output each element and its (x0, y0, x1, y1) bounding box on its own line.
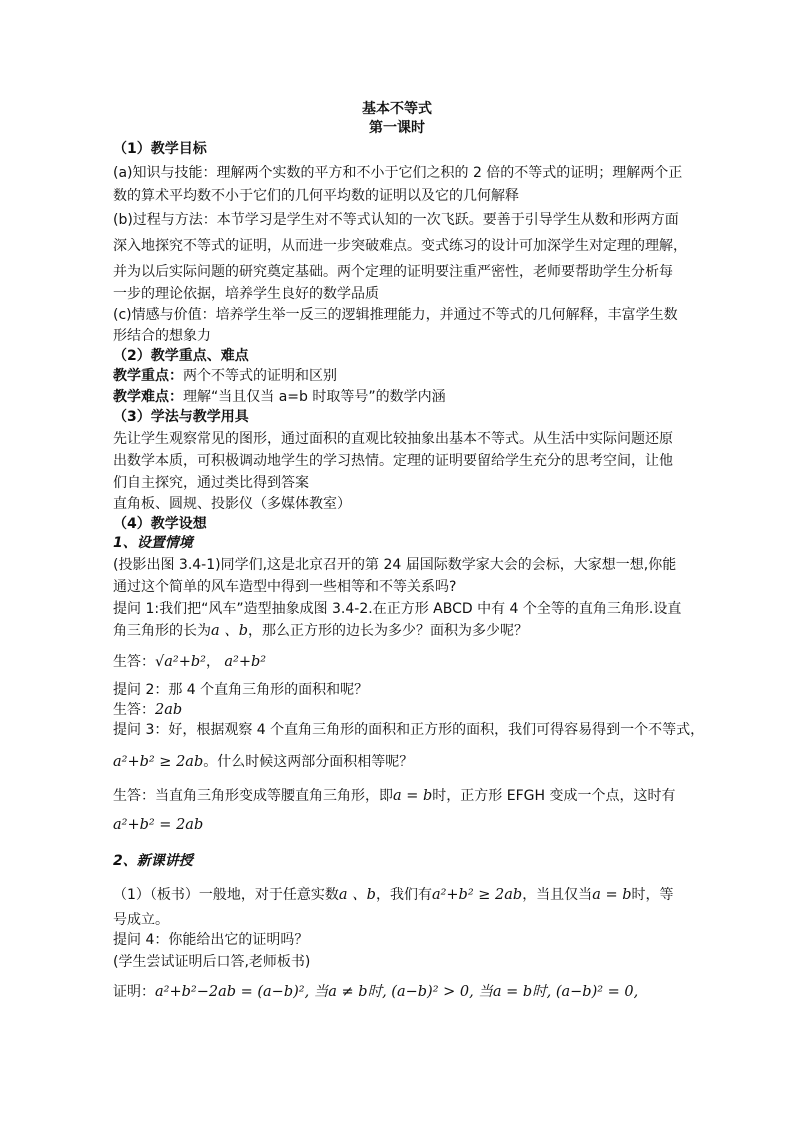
paragraph-line: (学生尝试证明后口答,老师板书) (113, 954, 311, 970)
math-inline: a²+b²−2ab = (a−b)², 当a ≠ b时, (a−b)² > 0, 当a = b时, (a−b)² = 0, (155, 984, 639, 1000)
paragraph-line: 提问 4：你能给出它的证明吗？ (113, 932, 309, 948)
answer-label: 生答： (113, 702, 155, 718)
math-inline: a 、b (338, 887, 376, 903)
answer-line (113, 652, 683, 672)
paragraph-line: 号成立。 (113, 912, 169, 928)
paragraph-line: (b)过程与方法：本节学习是学生对不等式认知的一次飞跃。要善于引导学生从数和形两方面 (113, 212, 679, 228)
paragraph-line (113, 786, 683, 806)
math-inline: a²+b² ≥ 2ab (431, 887, 523, 903)
math-line (113, 815, 683, 835)
math-inline: a²+b² ≥ 2ab (113, 754, 204, 770)
paragraph-line: 提问 3：好，根据观察 4 个直角三角形的面积和正方形的面积，我们可得容易得到一个不等式， (113, 722, 705, 738)
math-inline: a²+b² (224, 654, 267, 670)
text-span: ，那么正方形的边长为多少？面积为多少呢？ (248, 623, 529, 639)
key-point-label: 教学重点： (113, 368, 183, 384)
text-span: （1）（板书）一般地，对于任意实数 (113, 887, 339, 903)
math-inline: a = b (592, 887, 632, 903)
subsection-heading: 2、新课讲授 (113, 853, 193, 869)
text-span: 时，等 (631, 887, 674, 903)
section-4-heading: （4）教学设想 (113, 516, 207, 532)
subsection-heading: 1、设置情境 (113, 535, 193, 551)
section-3-heading: （3）学法与教学用具 (113, 409, 249, 425)
paragraph-line: 直角板、圆规、投影仪（多媒体教室） (113, 496, 351, 512)
proof-label: 证明： (113, 984, 155, 1000)
text-span: ，当且仅当 (522, 887, 593, 903)
document-subtitle: 第一课时 (369, 120, 425, 136)
paragraph-line: 通过这个简单的风车造型中得到一些相等和不等关系吗? (113, 579, 457, 595)
math-inline: a = b (393, 788, 433, 804)
math-sqrt: √a²+b² (155, 654, 206, 670)
difficulty-label: 教学难点： (113, 389, 183, 405)
paragraph-line: 先让学生观察常见的图形，通过面积的直观比较抽象出基本不等式。从生活中实际问题还原 (113, 431, 673, 447)
text-span: ，我们有 (375, 887, 432, 903)
document-title: 基本不等式 (362, 101, 432, 117)
section-2-heading: （2）教学重点、难点 (113, 348, 249, 364)
section-1-heading: （1）教学目标 (113, 141, 207, 157)
paragraph-line: 提问 1:我们把“风车”造型抽象成图 3.4-2.在正方形 ABCD 中有 4 个全等的直角三角形.设直 (113, 601, 682, 617)
answer-label: 生答： (113, 654, 155, 670)
math-inline: 2ab (155, 702, 183, 718)
math-inline: a²+b² = 2ab (113, 817, 204, 833)
text-span: 生答：当直角三角形变成等腰直角三角形，即 (113, 788, 393, 804)
paragraph-line: (c)情感与价值：培养学生举一反三的逻辑推理能力，并通过不等式的几何解释，丰富学生数 (113, 307, 678, 323)
paragraph-line (113, 621, 683, 641)
paragraph-line: 们自主探究，通过类比得到答案 (113, 475, 309, 491)
paragraph-line: 出数学本质，可积极调动地学生的学习热情。定理的证明要留给学生充分的思考空间，让他 (113, 453, 673, 469)
paragraph-line: 提问 2：那 4 个直角三角形的面积和呢？ (113, 682, 369, 698)
difficulty-line (113, 387, 683, 407)
text-span: 角三角形的长为 (113, 623, 211, 639)
paragraph-line: (投影出图 3.4-1)同学们,这是北京召开的第 24 届国际数学家大会的会标，大家想一想,你能 (113, 557, 677, 573)
paragraph-line (113, 752, 683, 772)
answer-line (113, 700, 683, 720)
text-span: 。什么时候这两部分面积相等呢？ (203, 754, 414, 770)
paragraph-line: 一步的理论依据，培养学生良好的数学品质 (113, 286, 379, 302)
key-point-text: 两个不等式的证明和区别 (183, 368, 337, 384)
paragraph-line: 深入地探究不等式的证明，从而进一步突破难点。变式练习的设计可加深学生对定理的理解， (113, 238, 687, 254)
paragraph-line: (a)知识与技能：理解两个实数的平方和不小于它们之积的 2 倍的不等式的证明；理解两个正 (113, 165, 683, 181)
comma-separator: ， (205, 654, 225, 670)
key-point-line (113, 366, 683, 386)
text-span: 时，正方形 EFGH 变成一个点，这时有 (432, 788, 676, 804)
proof-line (113, 982, 683, 1002)
paragraph-line (113, 885, 683, 905)
paragraph-line: 并为以后实际问题的研究奠定基础。两个定理的证明要注重严密性，老师要帮助学生分析每 (113, 264, 673, 280)
difficulty-text: 理解“当且仅当 a=b 时取等号”的数学内涵 (183, 389, 446, 405)
paragraph-line: 形结合的想象力 (113, 328, 211, 344)
math-inline: a 、b (211, 623, 249, 639)
paragraph-line: 数的算术平均数不小于它们的几何平均数的证明以及它的几何解释 (113, 188, 519, 204)
